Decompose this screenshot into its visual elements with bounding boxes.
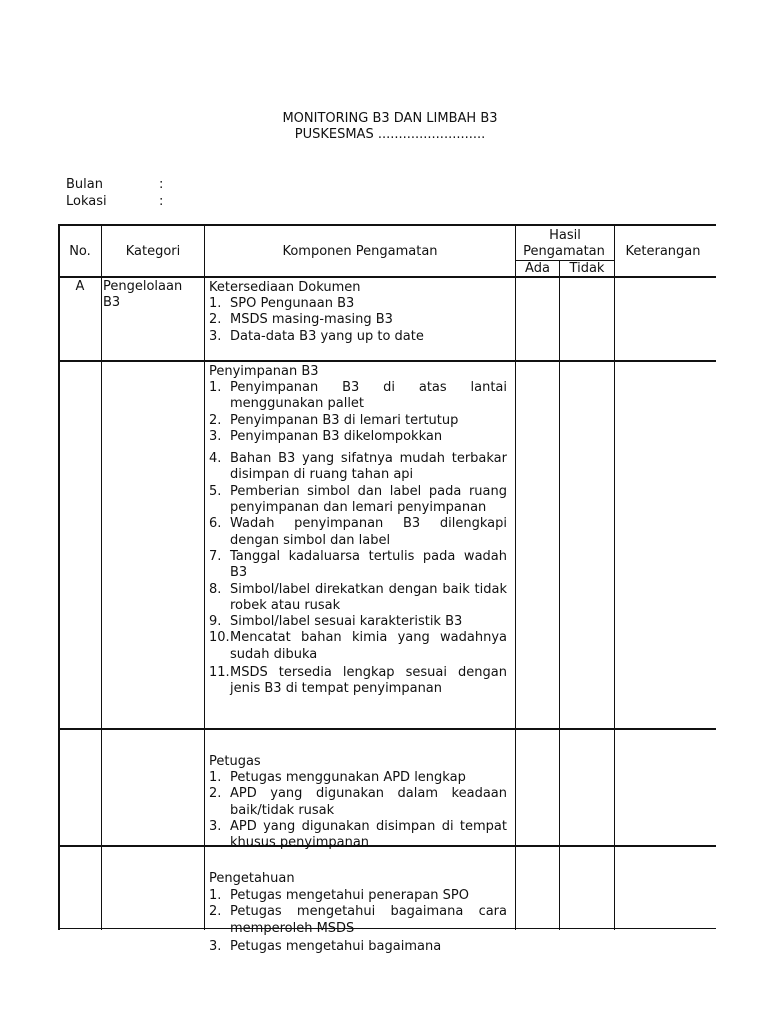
- list-item: 9. Simbol/label sesuai karakteristik B3: [209, 614, 463, 630]
- list-item: 1. Petugas mengetahui penerapan SPO: [209, 888, 469, 903]
- row-separator-2: [58, 728, 716, 730]
- header-ada: Ada: [525, 261, 550, 276]
- section-title-penyimpanan: Penyimpanan B3: [209, 364, 319, 379]
- row-a-kategori: Pengelolaan B3: [103, 279, 183, 310]
- lokasi-colon: :: [159, 194, 164, 209]
- list-item: 3. Data-data B3 yang up to date: [209, 328, 424, 344]
- table-top-border: [58, 224, 716, 226]
- col-line-kategori: [204, 224, 205, 930]
- row-a-number: A: [75, 279, 85, 294]
- row-separator-1: [58, 360, 716, 362]
- header-kategori: Kategori: [125, 244, 181, 259]
- section-list-petugas: [209, 770, 507, 851]
- header-no: No.: [69, 244, 91, 259]
- col-line-ada: [559, 260, 560, 930]
- list-item: 3. Penyimpanan B3 dikelompokkan: [209, 428, 443, 444]
- section-list-penyimpanan: [209, 380, 507, 698]
- list-item: 10. Mencatat bahan kimia yang wadahnya sudah dibuka: [209, 630, 507, 662]
- list-item: 2. Petugas mengetahui bagaimana cara memperoleh MSDS: [209, 904, 507, 936]
- list-item: 8. Simbol/label direkatkan dengan baik tidak robek atau rusak: [209, 581, 507, 613]
- list-item: 11. MSDS tersedia lengkap sesuai dengan jenis B3 di tempat penyimpanan: [209, 665, 507, 697]
- list-item: 2. APD yang digunakan dalam keadaan baik/tidak rusak: [209, 786, 507, 818]
- list-item: 6. Wadah penyimpanan B3 dilengkapi dengan simbol dan label: [209, 516, 507, 548]
- header-komponen: Komponen Pengamatan: [282, 244, 438, 259]
- bulan-colon: :: [159, 177, 164, 192]
- list-item: 7. Tanggal kadaluarsa tertulis pada wadah B3: [209, 548, 507, 581]
- list-item: 1. SPO Pengunaan B3: [209, 296, 355, 311]
- col-line-no: [101, 224, 102, 930]
- list-item: 1. Penyimpanan B3 di atas lantai menggunakan pallet: [209, 380, 507, 412]
- list-item: 1. Petugas menggunakan APD lengkap: [209, 770, 466, 785]
- header-hasil: Hasil: [549, 228, 581, 243]
- list-item: 2. Penyimpanan B3 di lemari tertutup: [209, 412, 459, 428]
- list-item: 2. MSDS masing-masing B3: [209, 312, 393, 328]
- section-list-pengetahuan: [209, 888, 507, 955]
- section-title-petugas: Petugas: [209, 754, 261, 769]
- list-item: 3. Petugas mengetahui bagaimana: [209, 938, 442, 954]
- document-title: MONITORING B3 DAN LIMBAH B3: [282, 111, 498, 126]
- lokasi-label: Lokasi: [66, 194, 107, 209]
- section-list-dokumen: [209, 296, 507, 345]
- header-pengamatan: Pengamatan: [523, 244, 605, 259]
- section-title-dokumen: Ketersediaan Dokumen: [209, 280, 361, 295]
- col-line-komponen: [515, 224, 516, 930]
- header-bottom-border: [58, 276, 716, 278]
- list-item: 4. Bahan B3 yang sifatnya mudah terbakar disimpan di ruang tahan api: [209, 451, 507, 483]
- section-title-pengetahuan: Pengetahuan: [209, 871, 295, 886]
- header-keterangan: Keterangan: [625, 244, 701, 259]
- document-subtitle: PUSKESMAS ..........................: [294, 127, 486, 142]
- col-line-tidak: [614, 224, 615, 930]
- col-line-left: [58, 224, 60, 930]
- list-item: 3. APD yang digunakan disimpan di tempat khusus penyimpanan: [209, 818, 507, 851]
- bulan-label: Bulan: [66, 177, 103, 192]
- list-item: 5. Pemberian simbol dan label pada ruang penyimpanan dan lemari penyimpanan: [209, 483, 507, 516]
- header-tidak: Tidak: [569, 261, 605, 276]
